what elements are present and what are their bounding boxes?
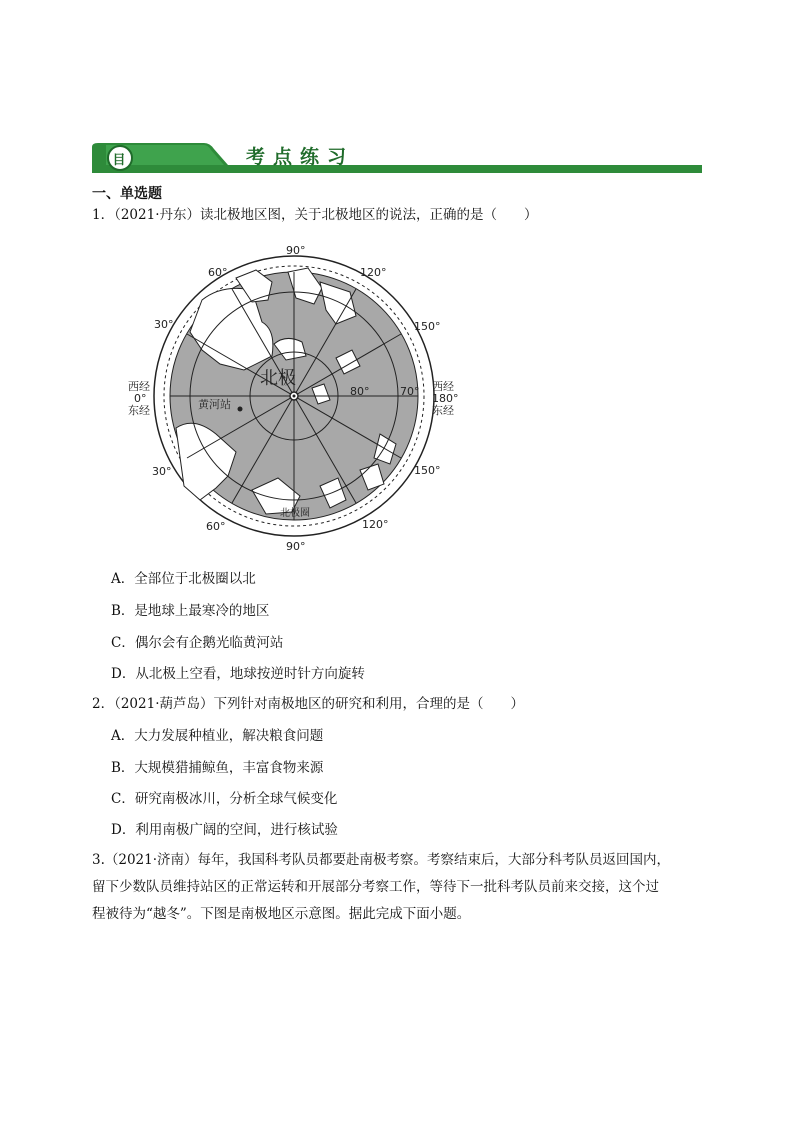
- label-west-longitude: 西经: [128, 380, 150, 393]
- label-huanghe-station: 黄河站: [198, 398, 231, 411]
- label-arctic-circle: 北极圈: [280, 508, 310, 519]
- question-2-option-c: C．研究南极冰川，分析全球气候变化: [111, 791, 338, 807]
- question-3-line-3: 程被待为“越冬”。下图是南极地区示意图。据此完成下面小题。: [92, 906, 471, 922]
- label-lat-80: 80°: [350, 385, 370, 398]
- label-east-longitude-right: 东经: [432, 404, 454, 417]
- arctic-map: [124, 238, 464, 554]
- label-lon-90-top: 90°: [286, 244, 306, 257]
- question-3-line-2: 留下少数队员维持站区的正常运转和开展部分考察工作，等待下一批科考队员前来交接，这个过: [92, 879, 659, 895]
- label-west-longitude-right: 西经: [432, 380, 454, 393]
- label-east-longitude: 东经: [128, 404, 150, 417]
- label-lat-70: 70°: [400, 385, 420, 398]
- label-north-pole: 北极: [260, 368, 296, 389]
- label-lon-60-bottom: 60°: [206, 520, 226, 533]
- question-2-stem: 2．（2021·葫芦岛）下列针对南极地区的研究和利用，合理的是（ ）: [92, 696, 524, 712]
- label-lon-150-top: 150°: [414, 320, 441, 333]
- question-1-option-d: D．从北极上空看，地球按逆时针方向旋转: [111, 666, 365, 682]
- section-title: 一、单选题: [92, 186, 162, 202]
- label-lon-150-bottom: 150°: [414, 464, 441, 477]
- section-badge: 目: [112, 153, 126, 168]
- label-prime-meridian: 0°: [134, 392, 147, 405]
- question-1-stem: 1．（2021·丹东）读北极地区图，关于北极地区的说法，正确的是（ ）: [92, 207, 538, 223]
- label-lon-30-top: 30°: [154, 318, 174, 331]
- question-2-option-d: D．利用南极广阔的空间，进行核试验: [111, 822, 338, 838]
- question-3-passage: [92, 847, 704, 928]
- question-3-line-1: 3.（2021·济南）每年，我国科考队员都要赴南极考察。考察结束后，大部分科考队员返回国内，: [92, 852, 671, 868]
- label-lon-120-bottom: 120°: [362, 518, 389, 531]
- label-lon-90-bottom: 90°: [286, 540, 306, 553]
- label-180-meridian: 180°: [432, 392, 459, 405]
- page-title: 考点练习: [246, 146, 355, 168]
- label-lon-120-top: 120°: [360, 266, 387, 279]
- question-1-option-b: B．是地球上最寒冷的地区: [111, 603, 270, 619]
- question-1-option-a: A．全部位于北极圈以北: [111, 571, 256, 587]
- label-lon-30-bottom: 30°: [152, 465, 172, 478]
- section-banner: [92, 143, 702, 175]
- question-2-option-b: B．大规模猎捕鲸鱼，丰富食物来源: [111, 760, 324, 776]
- label-lon-60-top: 60°: [208, 266, 228, 279]
- question-2-option-a: A．大力发展种植业，解决粮食问题: [111, 728, 324, 744]
- question-1-option-c: C．偶尔会有企鹅光临黄河站: [111, 635, 284, 651]
